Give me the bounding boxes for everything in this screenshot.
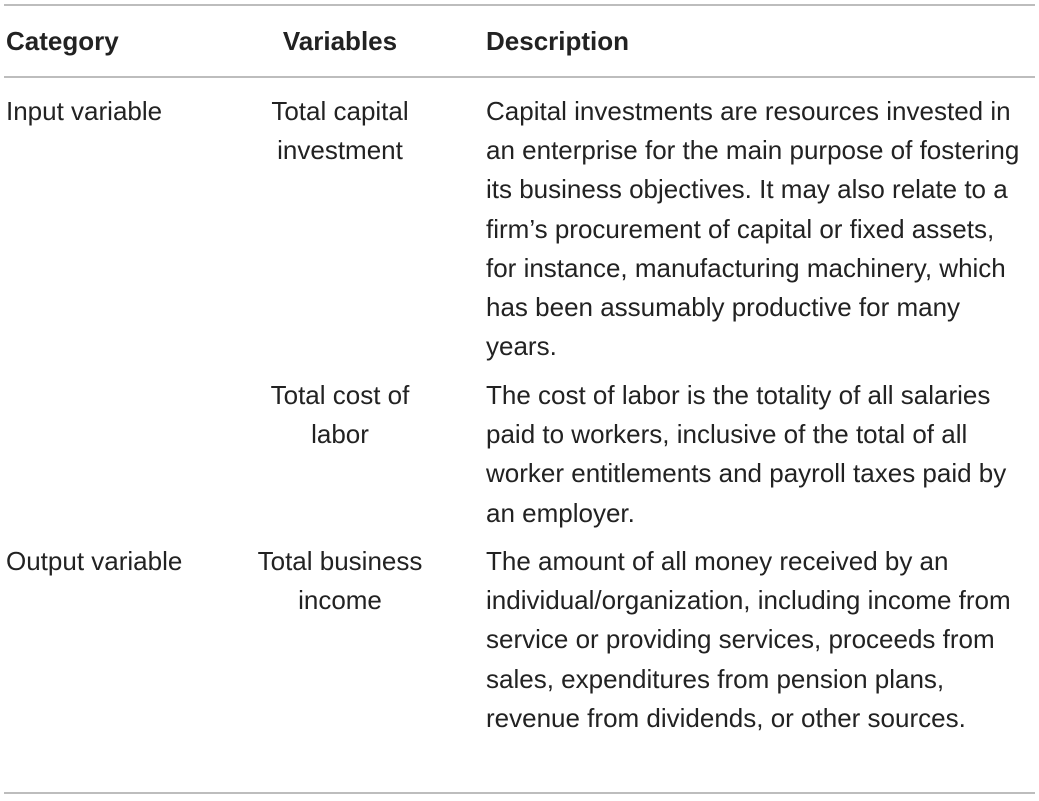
row-1-variable: Total capital investment: [271, 96, 409, 166]
header-variables: Variables: [282, 26, 398, 56]
row-2-description: The cost of labor is the totality of all salaries paid to workers, inclusive of the total of all worker entitlements and payroll taxes paid by an employer.: [486, 380, 1007, 528]
row-3-description: The amount of all money received by an individual/organization, including income from service or providing services, proceeds from sales, expenditures from pension plans, revenue from dividends, or other sources.: [486, 546, 1011, 733]
row-3-variable: Total business income: [257, 546, 423, 616]
row-3-category: Output variable: [6, 546, 183, 576]
table-top-rule: [4, 4, 1035, 6]
table-bottom-rule: [4, 792, 1035, 794]
row-2-variable: Total cost of labor: [270, 380, 410, 450]
row-1-category: Input variable: [6, 96, 163, 126]
header-category: Category: [6, 26, 119, 56]
row-1-description: Capital investments are resources invested in an enterprise for the main purpose of fostering its business objectives. It may also relate to a firm’s procurement of capital or fixed assets, for instance, manufacturing machinery, which has been assumably productive for many years.: [486, 96, 1020, 362]
header-rule: [4, 76, 1035, 78]
header-description: Description: [486, 26, 630, 56]
